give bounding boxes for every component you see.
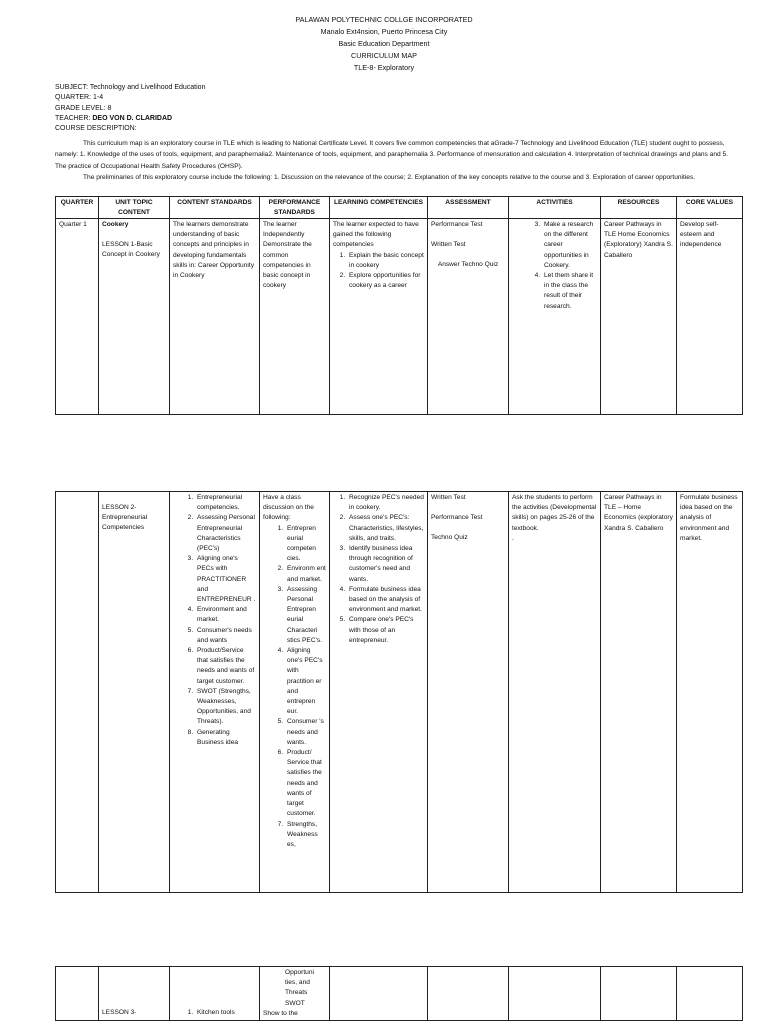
list-item: 7. Strengths, Weakness es, [285,820,326,851]
list-item: 2. Explore opportunities for cookery as a career [347,271,424,291]
unit-cell [99,219,170,415]
list-item: 1. Explain the basic concept in cookery [347,251,424,271]
list-item: 2. Assessing Personal Entrepreneurial Characteristics (PEC's) [195,513,256,554]
learning-competencies-cell [330,967,428,1021]
assessment-item: Written Test [431,241,466,249]
list-item: 3. Make a research on the different career opportunities in Cookery. [542,220,597,271]
list-item: 4. Let them share it in the class the result of their research. [542,271,597,312]
table-row [56,219,743,415]
curriculum-table-3 [55,966,743,1021]
teacher-name: DEO VON D. CLARIDAD [92,114,173,122]
subject-line: SUBJECT: Technology and Livelihood Education [55,84,206,91]
list-item: 1. Recognize PEC's needed in cookery. [347,493,424,513]
list-item: 1. Entrepren eurial competen cies. [285,524,326,565]
quarter-cell: Quarter 1 [56,219,99,415]
curriculum-table-2 [55,491,743,893]
resources-cell: Career Pathways in TLE Home Economics (Exploratory) Xandra S. Caballero [601,219,677,415]
assessment-item: Written Test [431,494,466,501]
school-name: PALAWAN POLYTECHNIC COLLGE INCORPORATED [295,15,473,24]
list-item: 4. Formulate business idea based on the analysis of environment and market. [347,585,424,616]
activities-cell [509,219,601,415]
unit-lesson: LESSON 1-Basic Concept in Cookery [102,241,160,259]
assessment-item: Answer Techno Quiz [437,261,499,269]
list-item: 4. Aligning one's PEC's with practition er and entrepren eur. [285,646,326,717]
content-standards-cell [170,967,260,1021]
resources-cell [601,967,677,1021]
unit-cell [99,492,170,893]
assessment-cell [428,967,509,1021]
course-description-label: COURSE DESCRIPTION: [55,125,137,133]
activities-cell [509,967,601,1021]
list-item: 1. Kitchen tools [195,1008,256,1018]
department: Basic Education Department [338,39,430,48]
school-address: Manalo Ext4nsion, Puerto Princesa City [320,27,448,36]
unit-title: Cookery [102,221,129,228]
col-core-values: CORE VALUES [677,197,743,219]
activities-text: Ask the students to perform the activities (Developmental skills) on pages 25-26 of the textbook. [512,494,597,532]
list-item: 1. Entrepreneurial competencies. [195,493,256,513]
list-item: 3. Aligning one's PECs with PRACTITIONER and ENTREPRENEUR . [195,554,256,605]
activities-dot: . [512,534,514,542]
quarter-cell [56,492,99,893]
list-item: 3. Identify business idea through recognition of customer's need and wants. [347,544,424,585]
document-title: CURRICULUM MAP [351,51,417,60]
assessment-item: Performance Test [431,221,483,228]
col-learning-competencies: LEARNING COMPETENCIES [330,197,428,219]
grade-line: GRADE LEVEL: 8 [55,104,112,112]
list-item: 2. Assess one's PEC's: Characteristics, lifestyles, skills, and traits. [347,513,424,544]
description-paragraph-2: The preliminaries of this exploratory course include the following: 1. Discussion on the relevance of the course; 2. Explanation of the key concepts relative to the course and 3. Exploration of career opportunities. [83,173,696,181]
teacher-line [55,114,205,124]
list-item: 7. SWOT (Strengths, Weaknesses, Opportunities, and Threats). [195,687,256,728]
quarter-cell [56,967,99,1021]
perf-intro: Have a class discussion on the following: [263,494,314,522]
list-item: 3. Assessing Personal Entrepren eurial Characteri stics PEC's. [285,585,326,646]
list-item: 8. Generating Business idea [195,728,256,748]
perf-next: Show to the [263,1009,298,1017]
content-standards-cell [170,492,260,893]
curriculum-table-1 [55,196,743,415]
quarter-line: QUARTER: 1-4 [55,94,104,102]
resources-cell: Career Pathways in TLE – Home Economics (exploratory Xandra S. Caballero [601,492,677,893]
list-item: 4. Environment and market. [195,605,256,625]
list-item: 6. Product/ Service that satisfies the needs and wants of target customer. [285,748,326,819]
description-paragraph-1: This curriculum map is an exploratory course in TLE which is leading to National Certificate Level. It covers five common competencies that aGrade-7 Technology and Livelihood Education (TLE) student ought to possess, namely: 1. Knowledge of the uses of tools, equipment, and paraphernalia2. Maintenance of tools, equipment, and paraphernalia 3. Performance of mensuration and calculation 4. Interpretation of technical drawings and plans and 5. The practice of Occupational Health Safety Procedures (OHSP). [55,140,728,170]
list-item: 5. Compare one's PEC's with those of an entrepreneur. [347,615,424,646]
assessment-item: Techno Quiz [431,534,468,542]
course-meta [55,83,205,134]
assessment-item: Performance Test [431,514,483,522]
col-assessment: ASSESSMENT [428,197,509,219]
col-activities: ACTIVITIES [509,197,601,219]
unit-lesson: LESSON 3- [102,1009,137,1016]
list-item: 6. Product/Service that satisfies the needs and wants of target customer. [195,646,256,687]
course-code: TLE-8- Exploratory [353,63,415,72]
core-values-cell [677,967,743,1021]
perf-continued: Opportuni ties, and Threats SWOT [285,969,314,1007]
unit-lesson: LESSON 2-Entrepreneurial Competencies [102,504,148,532]
core-values-cell: Formulate business idea based on the analysis of environment and market. [677,492,743,893]
table-row [56,492,743,893]
col-resources: RESOURCES [601,197,677,219]
table-row [56,967,743,1021]
learning-intro: The learner expected to have gained the following competencies [333,221,419,249]
col-quarter: QUARTER [56,197,99,219]
table-header-row [56,197,743,219]
performance-standards-cell [260,967,330,1021]
course-description [55,138,738,183]
performance-standards-cell [260,492,330,893]
col-content-standards: CONTENT STANDARDS [170,197,260,219]
assessment-cell [428,492,509,893]
list-item: 5. Consumer 's needs and wants. [285,717,326,748]
activities-cell [509,492,601,893]
list-item: 2. Environm ent and market. [285,564,326,584]
col-performance-standards: PERFORMANCE STANDARDS [260,197,330,219]
core-values-cell: Develop self-esteem and independence [677,219,743,415]
learning-competencies-cell [330,492,428,893]
list-item: 5. Consumer's needs and wants [195,626,256,646]
document-header [0,14,768,74]
teacher-label: TEACHER: [55,114,93,122]
col-unit-topic: UNIT TOPIC CONTENT [99,197,170,219]
content-standards-cell: The learners demonstrate understanding of basic concepts and principles in developing fundamentals skills in: Career Opportunity in Cookery [170,219,260,415]
learning-competencies-cell [330,219,428,415]
unit-cell [99,967,170,1021]
assessment-cell [428,219,509,415]
performance-standards-cell: The learner Independently Demonstrate the common competencies in basic concept in cookery [260,219,330,415]
